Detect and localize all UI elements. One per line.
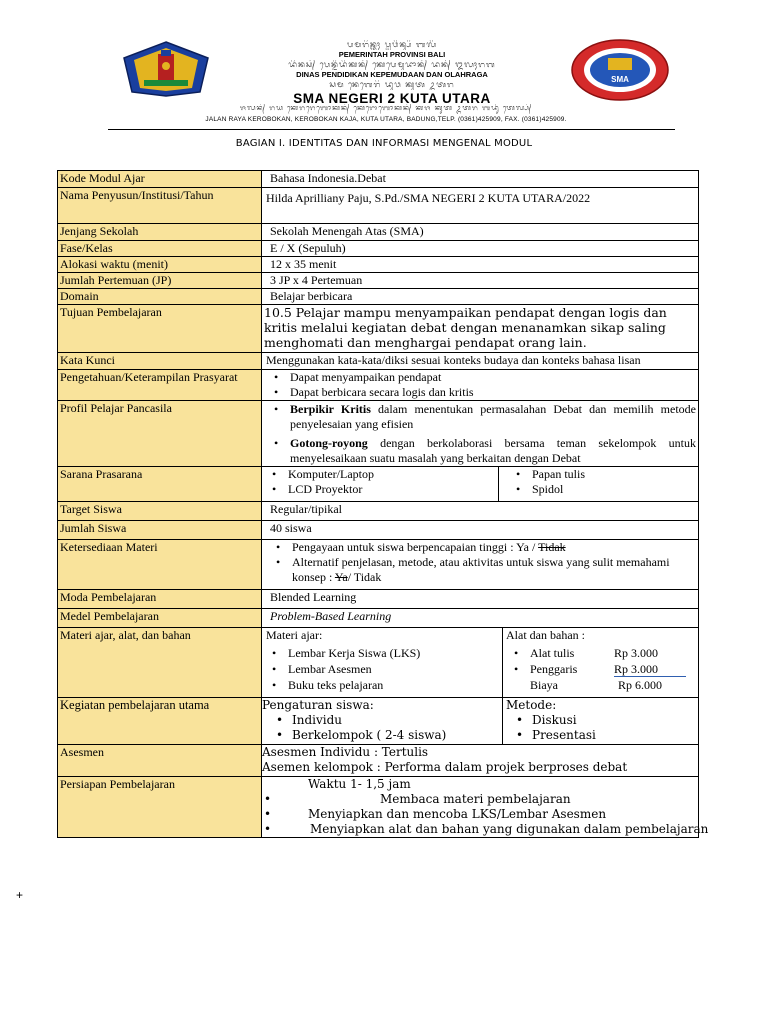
kegiatan-left-title: Pengaturan siswa: xyxy=(262,698,374,712)
kegiatan-right-title: Metode: xyxy=(506,698,557,712)
list-item: • Individu xyxy=(292,713,502,728)
materi-left-title: Materi ajar: xyxy=(266,628,323,642)
table-row xyxy=(58,273,699,289)
table-row xyxy=(58,467,699,502)
persiapan-item-2: Menyiapkan dan mencoba LKS/Lembar Asesmen xyxy=(308,807,607,821)
ketersediaan-list xyxy=(264,540,696,585)
list-item xyxy=(530,645,698,661)
table-row xyxy=(58,224,699,241)
table-row xyxy=(58,257,699,273)
label-kegiatan: Kegiatan pembelajaran utama xyxy=(58,698,262,745)
biaya-value: Rp 6.000 xyxy=(618,678,663,692)
value-jp xyxy=(262,273,699,289)
value-model xyxy=(262,609,699,628)
ketersediaan-text-2: Alternatif penjelasan, metode, atau aktivitas untuk siswa yang sulit memahami konsep : xyxy=(292,555,670,584)
materi-left xyxy=(262,628,502,697)
list-item xyxy=(280,792,696,807)
value-nama xyxy=(262,188,699,224)
table-row xyxy=(58,502,699,521)
label-kode: Kode Modul Ajar xyxy=(58,171,262,188)
balinese-line-1: ᬧᬫᬭᬶᬦ᭄ᬢᬄ ᬧᬺᬯᬶᬦ᭄ᬲᬶ ᬩᬮᬶ xyxy=(346,40,438,49)
table-row xyxy=(58,401,699,467)
materi-right-title: Alat dan bahan : xyxy=(506,628,585,642)
list-item xyxy=(280,807,696,822)
list-item: • Presentasi xyxy=(532,728,698,743)
table-row xyxy=(58,353,699,370)
jenjang-text: Sekolah Menengah Atas (SMA) xyxy=(270,224,424,238)
label-kata-kunci: Kata Kunci xyxy=(58,353,262,370)
profil-text-1: dalam menentukan permasalahan Debat dan memilih metode penyelesaian yang efisien xyxy=(290,402,696,431)
profil-bold-1: Berpikir Kritis xyxy=(290,402,371,416)
value-profil xyxy=(262,401,699,467)
label-ketersediaan: Ketersediaan Materi xyxy=(58,540,262,590)
persiapan-item-1: Membaca materi pembelajaran xyxy=(380,792,571,806)
value-jumlah xyxy=(262,521,699,540)
school-emblem-text: SMA xyxy=(611,75,629,84)
alat-name-2: Penggaris xyxy=(530,662,578,676)
label-tujuan: Tujuan Pembelajaran xyxy=(58,305,262,353)
school-emblem xyxy=(570,38,670,102)
label-prasyarat: Pengetahuan/Keterampilan Prasyarat xyxy=(58,370,262,401)
value-ketersediaan xyxy=(262,540,699,590)
label-nama: Nama Penyusun/Institusi/Tahun xyxy=(58,188,262,224)
kegiatan-left xyxy=(262,698,502,744)
biaya-label: Biaya xyxy=(530,678,558,692)
department-name: DINAS PENDIDIKAN KEPEMUDAAN DAN OLAHRAGA xyxy=(296,70,488,79)
fase-text: E / X (Sepuluh) xyxy=(270,241,346,255)
list-item: • Diskusi xyxy=(532,713,698,728)
table-row xyxy=(58,241,699,257)
sarana-left xyxy=(262,467,498,501)
profil-bold-2: Gotong-royong xyxy=(290,436,368,450)
table-row xyxy=(58,628,699,698)
jp-text: 3 JP x 4 Pertemuan xyxy=(270,273,363,287)
ketersediaan-strike-1: Tidak xyxy=(538,540,566,554)
persiapan-list xyxy=(264,792,709,837)
list-item: • Berkelompok ( 2-4 siswa) xyxy=(292,728,502,743)
table-row xyxy=(58,171,699,188)
table-row xyxy=(58,609,699,628)
list-item xyxy=(290,436,696,466)
table-row xyxy=(58,698,699,745)
label-profil: Profil Pelajar Pancasila xyxy=(58,401,262,467)
materi-columns xyxy=(262,628,698,697)
biaya-line xyxy=(506,677,698,693)
materi-right-list xyxy=(506,645,698,677)
list-item: • Dapat berbicara secara logis dan kritis xyxy=(290,385,696,400)
kata-kunci-text: Menggunakan kata-kata/diksi sesuai konteks budaya dan konteks bahasa lisan xyxy=(266,353,641,367)
materi-right xyxy=(502,628,698,697)
table-row xyxy=(58,540,699,590)
list-item: • Lembar Kerja Siswa (LKS) xyxy=(288,645,502,661)
value-domain xyxy=(262,289,699,305)
alokasi-text: 12 x 35 menit xyxy=(270,257,337,271)
sarana-left-list xyxy=(262,467,498,497)
bali-province-emblem xyxy=(120,40,212,98)
module-identity-table xyxy=(57,170,709,838)
value-materi xyxy=(262,628,699,698)
value-moda xyxy=(262,590,699,609)
value-asesmen xyxy=(262,745,699,777)
label-asesmen: Asesmen xyxy=(58,745,262,777)
list-item: • Komputer/Laptop xyxy=(288,467,498,482)
sarana-right xyxy=(498,467,698,501)
label-model: Medel Pembelajaran xyxy=(58,609,262,628)
value-persiapan xyxy=(262,777,709,838)
label-domain: Domain xyxy=(58,289,262,305)
kode-text: Bahasa Indonesia.Debat xyxy=(270,171,386,185)
label-materi: Materi ajar, alat, dan bahan xyxy=(58,628,262,698)
table-row xyxy=(58,777,699,838)
label-jenjang: Jenjang Sekolah xyxy=(58,224,262,241)
letterhead-center xyxy=(220,40,564,107)
table-row xyxy=(58,370,699,401)
kegiatan-right-list xyxy=(506,713,698,743)
label-target: Target Siswa xyxy=(58,502,262,521)
domain-text: Belajar berbicara xyxy=(270,289,353,303)
table-row xyxy=(58,521,699,540)
table-row xyxy=(58,188,699,224)
label-alokasi: Alokasi waktu (menit) xyxy=(58,257,262,273)
profil-list xyxy=(264,402,696,466)
value-sarana xyxy=(262,467,699,502)
table-row xyxy=(58,289,699,305)
kegiatan-columns xyxy=(262,698,698,744)
ketersediaan-text-1: Pengayaan untuk siswa berpencapaian tinggi : Ya / xyxy=(292,540,539,554)
list-item xyxy=(530,661,698,677)
value-kode xyxy=(262,171,699,188)
list-item: • LCD Proyektor xyxy=(288,482,498,497)
section-title: BAGIAN I. IDENTITAS DAN INFORMASI MENGENAL MODUL xyxy=(235,138,533,149)
alat-name-1: Alat tulis xyxy=(530,646,575,660)
list-item: • Buku teks pelajaran xyxy=(288,677,502,693)
persiapan-item-3: Menyiapkan alat dan bahan yang digunakan dalam pembelajaran xyxy=(310,822,709,836)
jumlah-text: 40 siswa xyxy=(270,521,312,535)
value-kegiatan xyxy=(262,698,699,745)
list-item xyxy=(290,402,696,432)
balinese-address: ᬚᬮᬦ᭄ ᬭᬬ ᬓᬾᬭᬭᬾᬩᭀᬓᬦ᭄ ᬓᬾᬭᭀᬩᭀᬓᬦ᭄ ᬓᬚ ᬓᬸᬢ ᬉᬢᬭ ᬩᬤᬸᬂ ᬢᬾᬮ᭄ᬧ᭄ xyxy=(239,104,533,112)
table-row xyxy=(58,590,699,609)
list-item: • Dapat menyampaikan pendapat xyxy=(290,370,696,385)
list-item: • Lembar Asesmen xyxy=(288,661,502,677)
kegiatan-left-list xyxy=(262,713,502,743)
plus-mark: + xyxy=(16,888,24,902)
label-sarana: Sarana Prasarana xyxy=(58,467,262,502)
list-item: • Spidol xyxy=(532,482,698,497)
label-fase: Fase/Kelas xyxy=(58,241,262,257)
nama-text: Hilda Aprilliany Paju, S.Pd./SMA NEGERI 2 KUTA UTARA/2022 xyxy=(266,191,591,205)
school-name: SMA NEGERI 2 KUTA UTARA xyxy=(293,91,491,106)
materi-left-list xyxy=(266,645,502,693)
ketersediaan-strike-2: Ya xyxy=(334,570,348,584)
persiapan-waktu: Waktu 1- 1,5 jam xyxy=(308,777,411,791)
label-jp: Jumlah Pertemuan (JP) xyxy=(58,273,262,289)
letterhead-rule xyxy=(108,129,675,130)
value-fase xyxy=(262,241,699,257)
prasyarat-list xyxy=(264,370,696,400)
value-alokasi xyxy=(262,257,699,273)
tujuan-text: 10.5 Pelajar mampu menyampaikan pendapat dengan logis dan kritis melalui kegiatan debat dengan menanamkan sikap saling menghomati dan menghargai pendapat orang lain. xyxy=(264,305,667,350)
label-moda: Moda Pembelajaran xyxy=(58,590,262,609)
alat-price-2: Rp 3.000 xyxy=(614,662,686,677)
list-item xyxy=(280,822,709,837)
list-item xyxy=(292,540,696,555)
list-item: • Papan tulis xyxy=(532,467,698,482)
moda-text: Blended Learning xyxy=(270,590,357,604)
letterhead xyxy=(0,0,768,140)
list-item xyxy=(292,555,696,585)
government-name: PEMERINTAH PROVINSI BALI xyxy=(338,50,446,59)
model-text: Problem-Based Learning xyxy=(270,609,392,623)
ketersediaan-end-2: / Tidak xyxy=(347,570,382,584)
label-persiapan: Persiapan Pembelajaran xyxy=(58,777,262,838)
asesmen-line-2: Asemen kelompok : Performa dalam projek berproses debat xyxy=(262,760,628,774)
table-row xyxy=(58,305,699,353)
asesmen-line-1: Asesmen Individu : Tertulis xyxy=(262,745,429,759)
sarana-right-list xyxy=(502,467,698,497)
balinese-line-3: ᬲᬫ ᬦᬾᬕᬾᬭᬶ ᬤᬸᬯ ᬓᬸᬢ ᬉᬢᬭ xyxy=(329,80,455,89)
value-tujuan xyxy=(262,305,699,353)
target-text: Regular/tipikal xyxy=(270,502,342,516)
profil-text-2: dengan berkolaborasi bersama teman sekelompok untuk menyelesaikaan suatu masalah yang berkaitan dengan Debat xyxy=(290,436,696,465)
balinese-line-2: ᬤᬶᬦᬲ᭄ ᬧᬾᬦ᭄ᬤᬶᬤᬶᬓᬦ᭄ ᬓᬾᬧᬾᬫᬸᬤᬵᬦ᭄ ᬤᬦ᭄ ᬑᬮᬄᬭᬕ xyxy=(288,60,496,69)
value-kata-kunci xyxy=(262,353,699,370)
kegiatan-right xyxy=(502,698,698,744)
table-row xyxy=(58,745,699,777)
sarana-columns xyxy=(262,467,698,501)
alat-price-1: Rp 3.000 xyxy=(614,646,659,660)
value-prasyarat xyxy=(262,370,699,401)
value-target xyxy=(262,502,699,521)
label-jumlah: Jumlah Siswa xyxy=(58,521,262,540)
school-address: JALAN RAYA KEROBOKAN, KEROBOKAN KAJA, KUTA UTARA, BADUNG,TELP. (0361)425909, FAX. (0361)425909. xyxy=(205,116,567,123)
value-jenjang xyxy=(262,224,699,241)
